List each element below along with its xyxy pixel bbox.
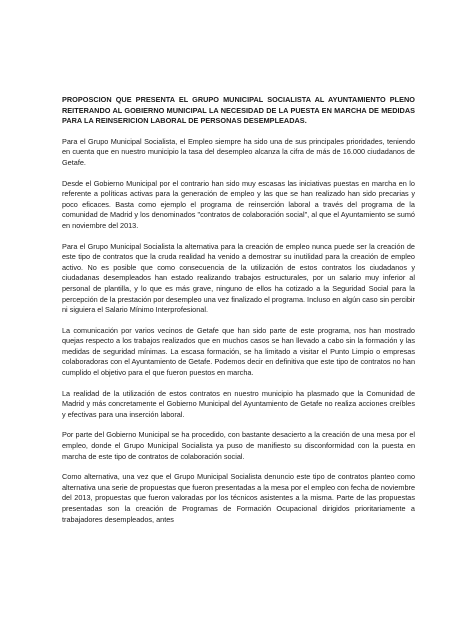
paragraph-1: Para el Grupo Municipal Socialista, el Empleo siempre ha sido una de sus principales prioridades, teniendo en cuenta que en nuestro municipio la tasa del desempleo alcanza la cifra de más de 16.000 ciudadanos de Getafe.: [62, 136, 415, 167]
document-title: PROPOSCION QUE PRESENTA EL GRUPO MUNICIPAL SOCIALISTA AL AYUNTAMIENTO PLENO REITERANDO AL GOBIERNO MUNICIPAL LA NECESIDAD DE LA PUESTA EN MARCHA DE MEDIDAS PARA LA REINSERICION LABORAL DE PERSONAS DESEMPLEADAS.: [62, 95, 415, 126]
paragraph-6: Por parte del Gobierno Municipal se ha procedido, con bastante desacierto a la creación de una mesa por el empleo, donde el Grupo Municipal Socialista ya puso de manifiesto su disconformidad con la puesta en marcha de este tipo de contratos de colaboración social.: [62, 430, 415, 461]
paragraph-3: Para el Grupo Municipal Socialista la alternativa para la creación de empleo nunca puede ser la creación de este tipo de contratos que la cruda realidad ha venido a demostrar su inutilidad para la creación de empleo activo. No es posible que como consecuencia de la utilización de estos contratos los ciudadanos y ciudadanas desempleados han estado realizando trabajos estructurales, por un salario muy inferior al personal de plantilla, y lo que es más grave, ninguno de ellos ha cotizado a la Seguridad Social para la percepción de la prestación por desempleo una vez finalizado el programa. Incluso en algún caso sin percibir ni siguiera el Salario Mínimo Interprofesional.: [62, 241, 415, 315]
paragraph-7: Como alternativa, una vez que el Grupo Municipal Socialista denuncio este tipo de contratos planteo como alternativa una serie de propuestas que fueron presentadas a la mesa por el empleo con fecha de noviembre del 2013, propuestas que fueron valoradas por los técnicos asistentes a la misma. Parte de las propuestas presentadas son la creación de Programas de Formación Ocupacional dirigidos prioritariamente a trabajadores desempleados, antes: [62, 472, 415, 524]
paragraph-5: La realidad de la utilización de estos contratos en nuestro municipio ha plasmado que la Comunidad de Madrid y más concretamente el Gobierno Municipal del Ayuntamiento de Getafe no realiza acciones creíbles y efectivas para una inserción laboral.: [62, 388, 415, 419]
paragraph-4: La comunicación por varios vecinos de Getafe que han sido parte de este programa, nos han mostrado quejas respecto a los trabajos realizados que en muchos casos se han llevado a cabo sin la formación y las medidas de seguridad mínimas. La escasa formación, se ha limitado a visitar el Punto Limpio o empresas colaboradoras con el Ayuntamiento de Getafe. Podemos decir en definitiva que este tipo de contratos no han cumplido el objetivo para el que fueron puestos en marcha.: [62, 325, 415, 378]
paragraph-2: Desde el Gobierno Municipal por el contrario han sido muy escasas las iniciativas puestas en marcha en lo referente a políticas activas para la generación de empleo y las que se han realizado han sido precarias y poco eficaces. Basta como ejemplo el programa de reinserción laboral a través del programa de la comunidad de Madrid y los denominados "contratos de colaboración social", al que el Ayuntamiento se sumó en noviembre del 2013.: [62, 178, 415, 230]
